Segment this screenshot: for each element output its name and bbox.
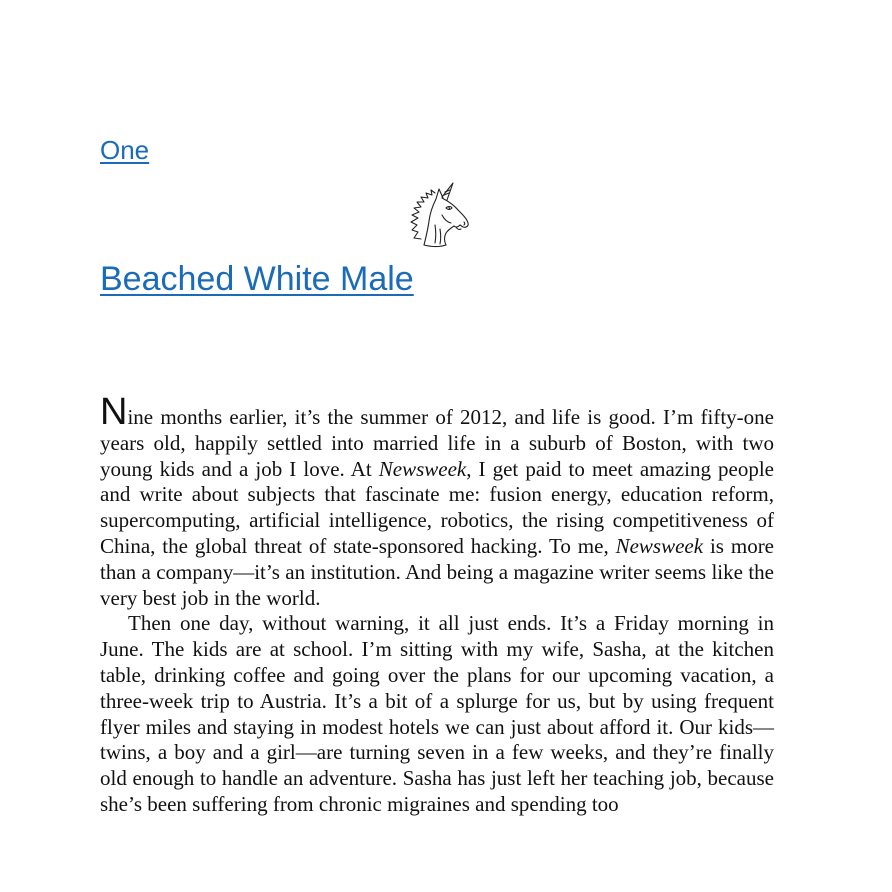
paragraph: Then one day, without warning, it all just ends. It’s a Friday morning in June. The kids are at school. I’m sitting with my wife, Sasha, at the kitchen table, drinking coffee and going over the plans for our upcoming vacation, a three-week trip to Austria. It’s a bit of a splurge for us, but by using frequent flyer miles and staying in modest hotels we can just about afford it. Our kids—twins, a boy and a girl—are turning seven in a few weeks, and they’re finally old enough to handle an adventure. Sasha has just left her teaching job, because she’s been suffering from chronic migraines and spending too — [100, 611, 774, 816]
chapter-body — [100, 391, 775, 818]
chapter-number-link[interactable]: One — [100, 135, 150, 165]
paragraph-text: , I get paid to meet amazing people and write about subjects that fascinate me: fusion energy, education reform, supercomputing, artificial intelligence, robotics, the rising competitiveness of China, the global threat of state-sponsored hacking. To me, — [100, 456, 774, 558]
unicorn-head-icon — [402, 181, 474, 253]
paragraph — [100, 391, 775, 611]
paragraph-text: ine months earlier, it’s the summer of 2012, and life is good. I’m fifty-one years old, happily settled into married life in a suburb of Boston, with two young kids and a job I love. At — [100, 405, 774, 481]
publication-name: Newsweek — [615, 533, 704, 558]
paragraph-text: is more than a company—it’s an institution. And being a magazine writer seems like the very best job in the world. — [100, 533, 775, 610]
chapter-title-link[interactable]: Beached White Male — [100, 260, 414, 298]
drop-cap: N — [100, 391, 128, 433]
publication-name: Newsweek — [378, 456, 467, 481]
